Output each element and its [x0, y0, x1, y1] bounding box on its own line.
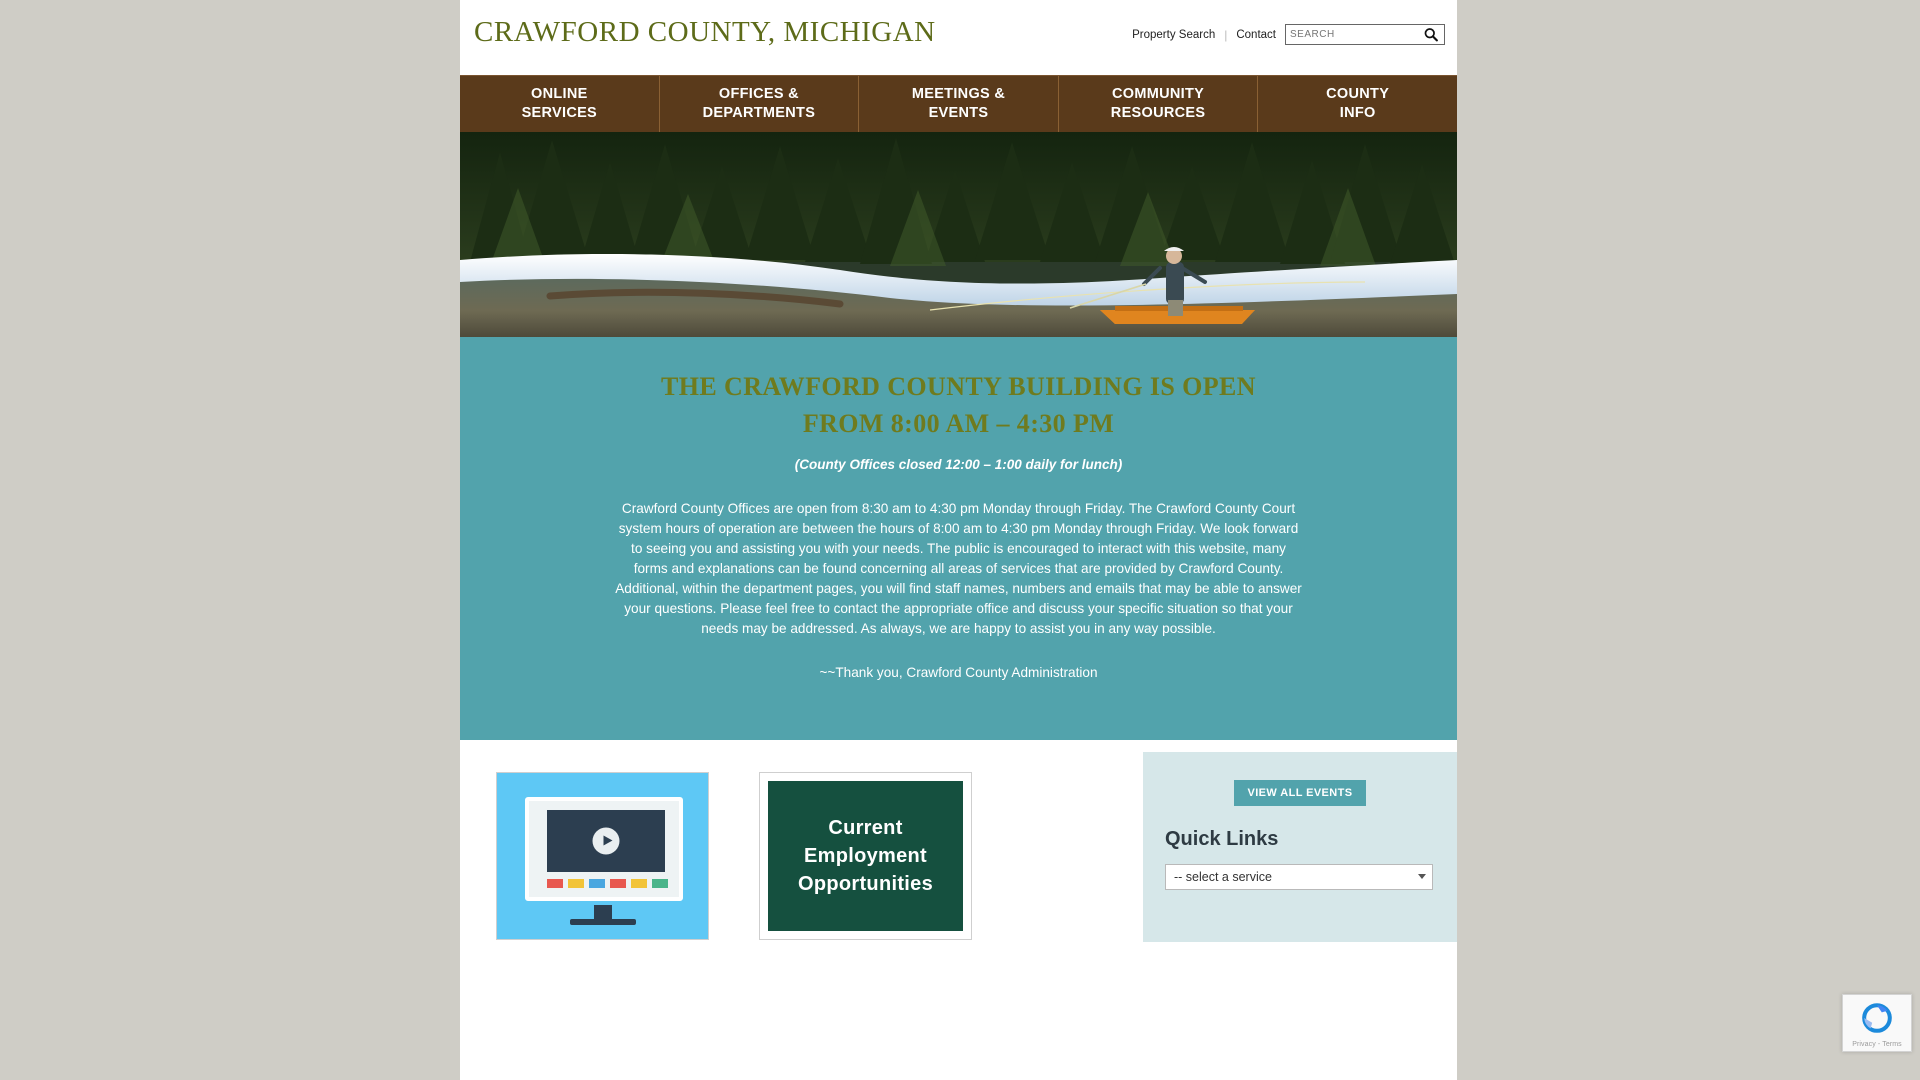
announcement-heading-line1: THE CRAWFORD COUNTY BUILDING IS OPEN: [661, 372, 1256, 401]
announcement-heading-line2: FROM 8:00 AM – 4:30 PM: [802, 408, 1115, 438]
lower-content: [460, 740, 1457, 930]
announcement-body: Crawford County Offices are open from 8:30 am to 4:30 pm Monday through Friday. The Crawford County Court system hours of operation are between the hours of 8:00 am to 4:30 pm Monday through Friday. We look forward to seeing you and assisting you with your needs. The public is encouraged to interact with this website, many forms and explanations can be found concerning all areas of services that are provided by Crawford County. Additional, within the department pages, you will find staff names, numbers and emails that may be able to answer your questions. Please feel free to contact the appropriate office and discuss your specific situation so that your needs may be addressed. As always, we are happy to assist you in any way possible.: [615, 500, 1302, 636]
search-icon: [1424, 26, 1438, 43]
nav-label-line2: EVENTS: [928, 105, 989, 121]
nav-label-line2: DEPARTMENTS: [702, 105, 816, 121]
search-button[interactable]: [1418, 25, 1444, 44]
announcement-subheading: (County Offices closed 12:00 – 1:00 daily for lunch): [794, 456, 1123, 472]
nav-label-line1: OFFICES &: [718, 86, 799, 103]
monitor-stand: [594, 905, 612, 919]
recaptcha-legal: Privacy - Terms: [1852, 1041, 1902, 1048]
nav-label-line1: ONLINE: [531, 86, 588, 103]
employment-promo-card[interactable]: [759, 772, 972, 940]
promo-column: [460, 752, 1143, 930]
utility-nav: [1132, 24, 1445, 45]
announcement-signoff: ~~Thank you, Crawford County Administration: [819, 664, 1098, 680]
monitor-base: [570, 919, 636, 925]
view-all-events-button[interactable]: VIEW ALL EVENTS: [1234, 780, 1365, 806]
recaptcha-badge[interactable]: [1842, 994, 1912, 1052]
site-header: [460, 0, 1457, 75]
nav-label-line1: MEETINGS &: [911, 86, 1006, 103]
recaptcha-icon: [1861, 1002, 1893, 1034]
hero-banner-image: [460, 132, 1457, 337]
hero-illustration: [460, 132, 1457, 337]
nav-label-line2: RESOURCES: [1110, 105, 1206, 121]
service-select[interactable]: [1165, 864, 1433, 890]
employment-promo-illustration: [760, 773, 971, 939]
announcement-heading: [508, 369, 1409, 443]
service-select-value: -- select a service: [1174, 869, 1272, 884]
utility-nav-separator: |: [1224, 27, 1228, 42]
nav-item-online-services[interactable]: [460, 76, 660, 132]
announcement-section: [460, 337, 1457, 740]
chevron-down-icon[interactable]: [1412, 865, 1432, 889]
video-promo-card[interactable]: [496, 772, 709, 940]
monitor-icon: [525, 797, 683, 901]
color-swatches: [547, 879, 668, 888]
page-title: CRAWFORD COUNTY, MICHIGAN: [474, 16, 936, 48]
video-promo-illustration: [497, 773, 708, 939]
nav-label-line2: INFO: [1339, 105, 1376, 121]
property-search-link[interactable]: Property Search: [1132, 28, 1216, 41]
main-nav: [460, 75, 1457, 132]
search-input[interactable]: [1286, 26, 1418, 43]
search-box[interactable]: [1285, 24, 1445, 45]
nav-item-meetings-events[interactable]: [859, 76, 1059, 132]
monitor-screen: [547, 810, 665, 872]
play-icon: [593, 827, 620, 854]
sidebar: [1143, 752, 1457, 942]
quick-links-title: Quick Links: [1165, 827, 1279, 850]
nav-label-line1: COMMUNITY: [1112, 86, 1205, 103]
nav-item-community-resources[interactable]: [1059, 76, 1259, 132]
contact-link[interactable]: Contact: [1236, 28, 1276, 41]
nav-label-line2: SERVICES: [521, 105, 598, 121]
nav-item-county-info[interactable]: [1258, 76, 1457, 132]
nav-label-line1: COUNTY: [1326, 86, 1390, 103]
site-page: [460, 0, 1457, 1080]
employment-promo-label: Current Employment Opportunities: [766, 779, 965, 933]
nav-item-offices-departments[interactable]: [660, 76, 860, 132]
